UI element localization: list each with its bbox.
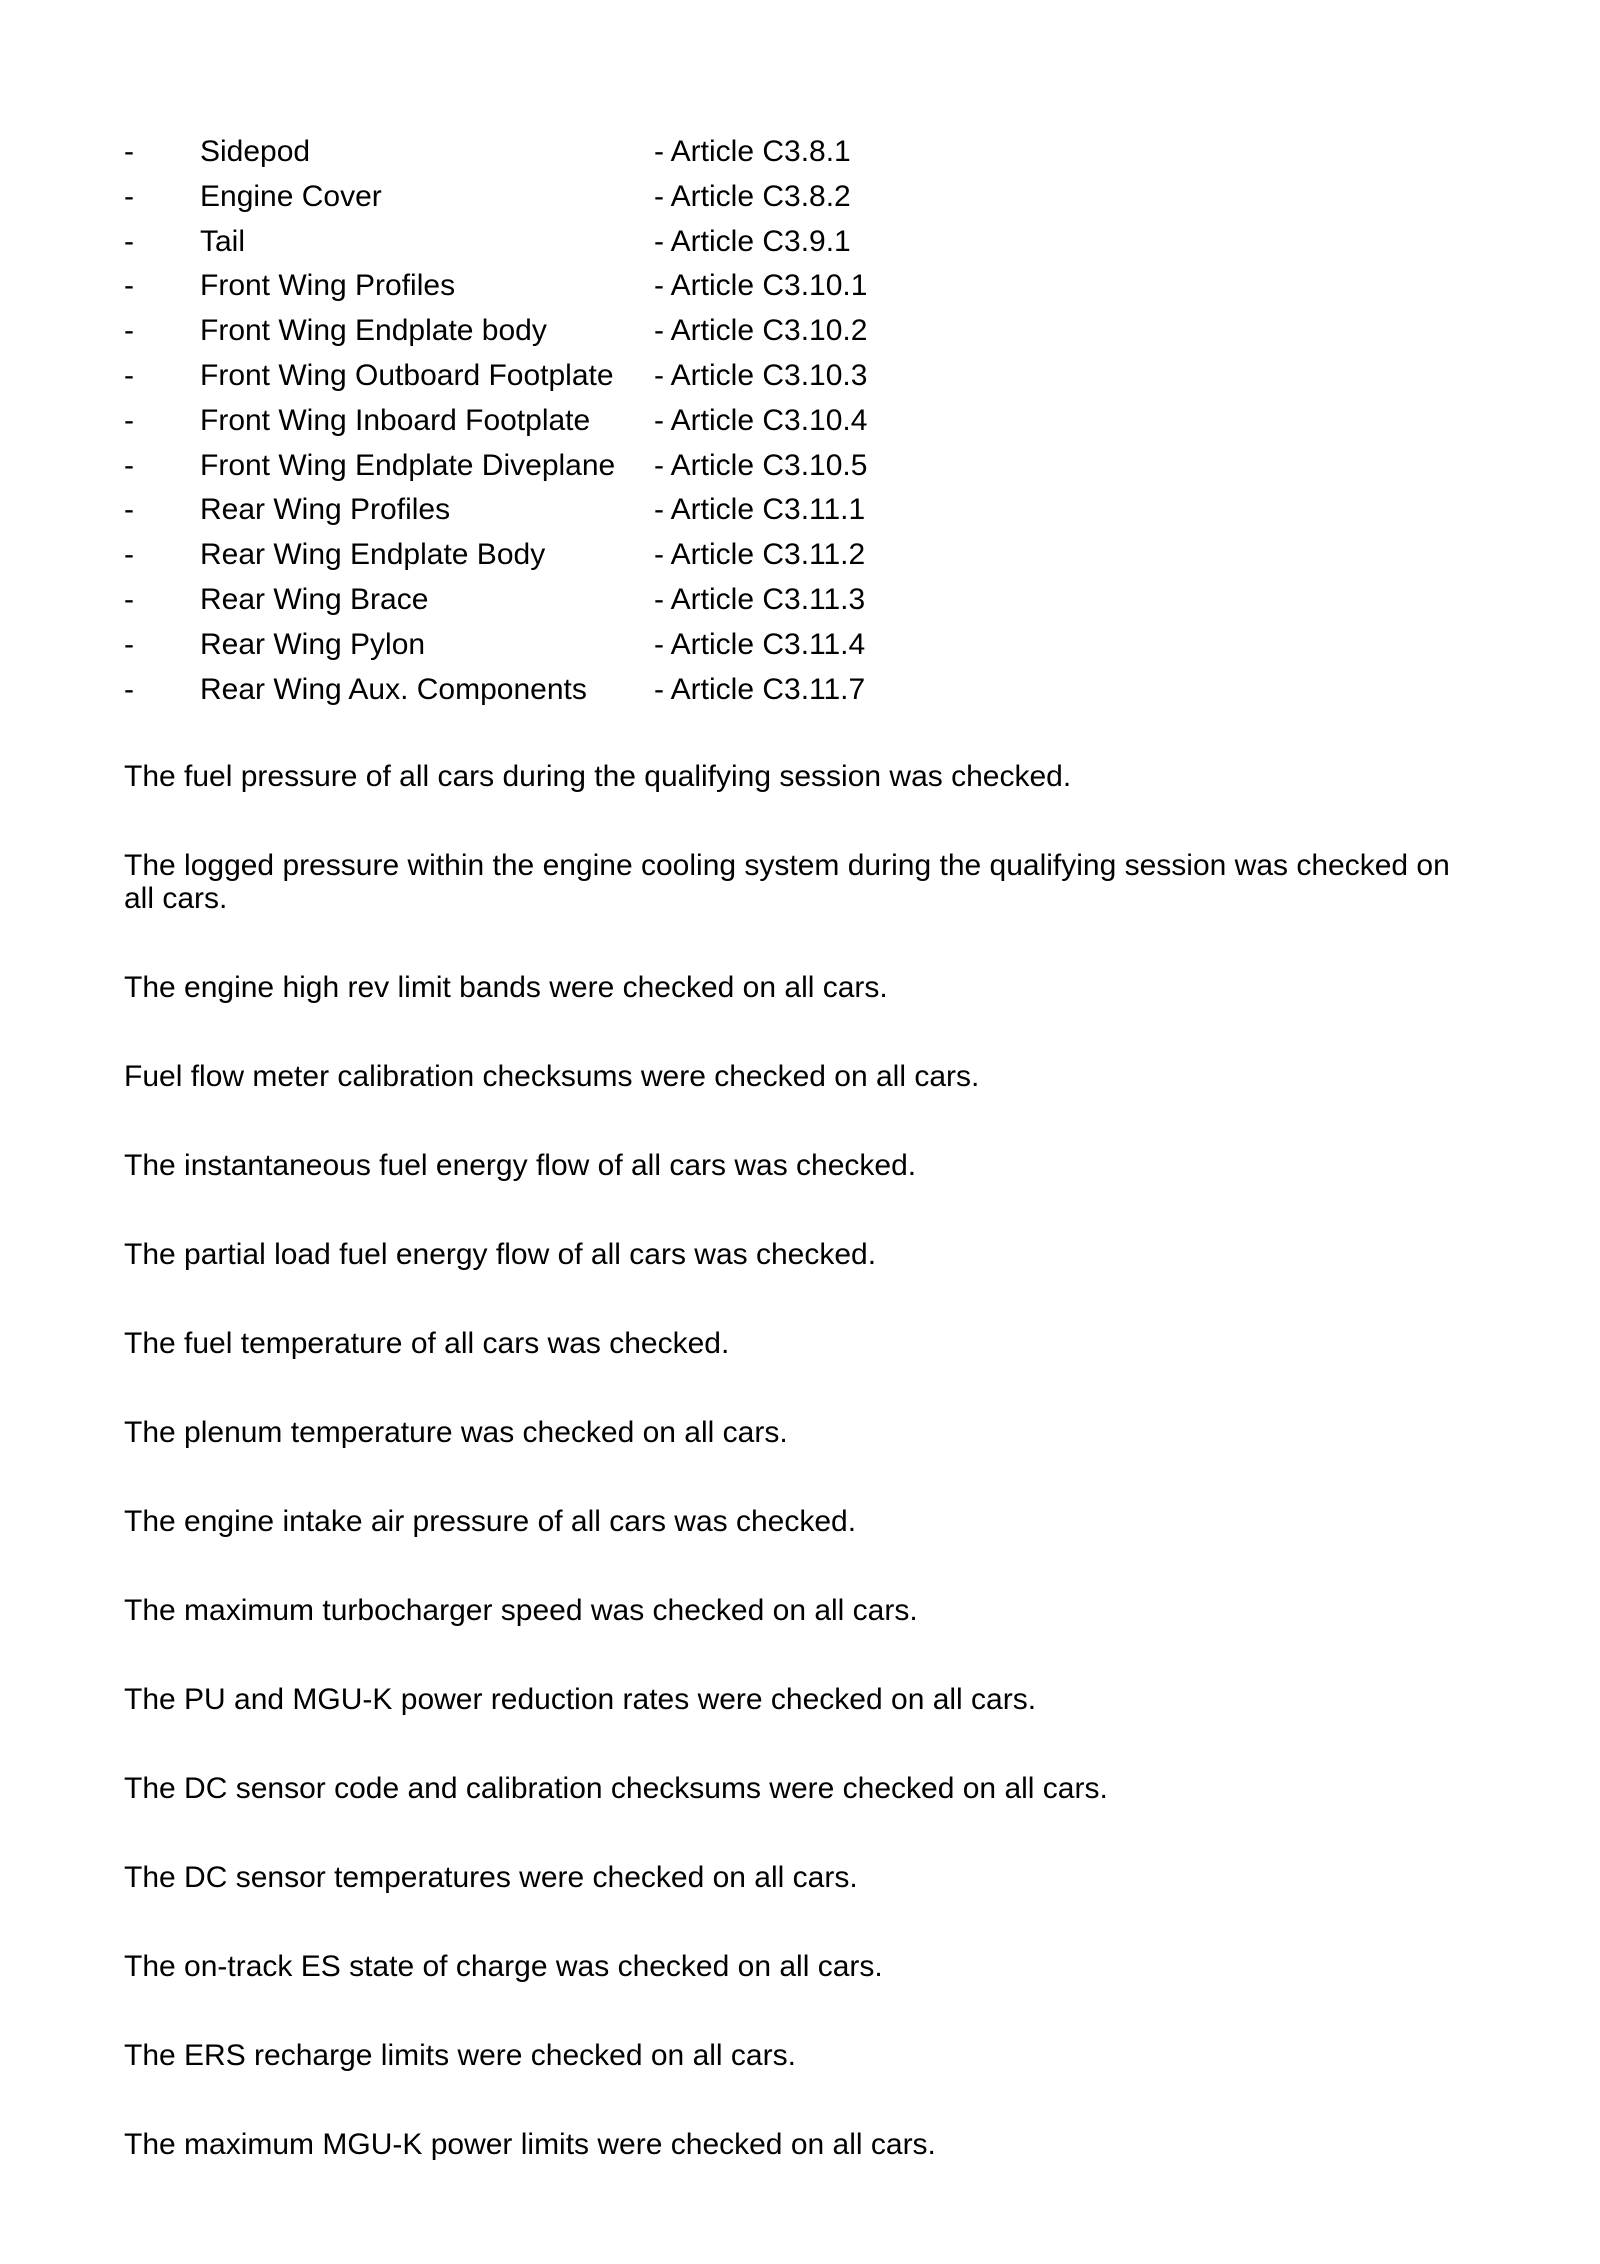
list-item (124, 224, 1124, 269)
list-item (124, 448, 1124, 493)
list-item (124, 627, 1124, 672)
component-name: Front Wing Endplate Diveplane (200, 448, 616, 482)
list-item (124, 134, 1124, 179)
component-name: Rear Wing Profiles (200, 493, 451, 527)
article-reference: - Article C3.10.5 (654, 448, 868, 482)
article-reference: - Article C3.9.1 (654, 224, 851, 258)
article-reference: - Article C3.11.4 (654, 627, 866, 661)
paragraph-rev-limit: The engine high rev limit bands were checked on all cars. (124, 971, 888, 1004)
paragraph-plenum-temperature: The plenum temperature was checked on all cars. (124, 1416, 788, 1449)
paragraph-fuel-pressure: The fuel pressure of all cars during the qualifying session was checked. (124, 760, 1072, 793)
component-name: Engine Cover (200, 179, 382, 213)
list-item (124, 179, 1124, 224)
paragraph-intake-pressure: The engine intake air pressure of all cars was checked. (124, 1505, 857, 1538)
article-reference: - Article C3.10.1 (654, 269, 868, 303)
component-name: Rear Wing Endplate Body (200, 538, 546, 572)
list-item (124, 313, 1124, 358)
list-item (124, 268, 1124, 313)
list-bullet: - (124, 538, 134, 572)
component-name: Front Wing Outboard Footplate (200, 358, 614, 392)
list-item (124, 537, 1124, 582)
article-reference: - Article C3.10.3 (654, 358, 868, 392)
list-item (124, 358, 1124, 403)
list-item (124, 672, 1124, 717)
component-name: Front Wing Profiles (200, 269, 456, 303)
paragraph-turbo-speed: The maximum turbocharger speed was checked on all cars. (124, 1594, 918, 1627)
paragraph-dc-sensor-checksums: The DC sensor code and calibration checksums were checked on all cars. (124, 1772, 1108, 1805)
component-name: Rear Wing Brace (200, 582, 429, 616)
paragraph-dc-sensor-temperatures: The DC sensor temperatures were checked on all cars. (124, 1861, 858, 1894)
paragraph-fuel-temperature: The fuel temperature of all cars was checked. (124, 1327, 730, 1360)
list-bullet: - (124, 582, 134, 616)
paragraph-cooling-pressure: The logged pressure within the engine cooling system during the qualifying session was checked on all cars. (124, 849, 1450, 915)
paragraph-instant-fuel-flow: The instantaneous fuel energy flow of all cars was checked. (124, 1149, 917, 1182)
list-bullet: - (124, 314, 134, 348)
paragraph-mguk-power: The maximum MGU-K power limits were checked on all cars. (124, 2128, 936, 2161)
component-name: Front Wing Endplate body (200, 314, 547, 348)
list-bullet: - (124, 403, 134, 437)
list-bullet: - (124, 269, 134, 303)
component-name: Rear Wing Pylon (200, 627, 426, 661)
check-statements (124, 760, 1484, 2217)
list-item (124, 492, 1124, 537)
component-name: Tail (200, 224, 246, 258)
list-bullet: - (124, 179, 134, 213)
article-reference: - Article C3.11.7 (654, 672, 866, 706)
list-bullet: - (124, 224, 134, 258)
article-reference: - Article C3.11.3 (654, 582, 866, 616)
paragraph-ers-recharge: The ERS recharge limits were checked on all cars. (124, 2039, 796, 2072)
list-item (124, 403, 1124, 448)
list-bullet: - (124, 135, 134, 168)
list-bullet: - (124, 448, 134, 482)
article-reference: - Article C3.11.1 (654, 493, 866, 527)
article-reference: - Article C3.10.2 (654, 314, 868, 348)
list-bullet: - (124, 627, 134, 661)
article-reference: - Article C3.8.1 (654, 135, 851, 168)
paragraph-partial-load-flow: The partial load fuel energy flow of all cars was checked. (124, 1238, 877, 1271)
component-name: Front Wing Inboard Footplate (200, 403, 591, 437)
article-reference: - Article C3.10.4 (654, 403, 868, 437)
component-name: Rear Wing Aux. Components (200, 672, 587, 706)
article-reference: - Article C3.8.2 (654, 179, 851, 213)
list-bullet: - (124, 672, 134, 706)
paragraph-state-of-charge: The on-track ES state of charge was checked on all cars. (124, 1950, 883, 1983)
component-article-list (124, 134, 1124, 716)
paragraph-fuel-flow-checksums: Fuel flow meter calibration checksums were checked on all cars. (124, 1060, 980, 1093)
list-item (124, 582, 1124, 627)
article-reference: - Article C3.11.2 (654, 538, 866, 572)
list-bullet: - (124, 493, 134, 527)
list-bullet: - (124, 358, 134, 392)
paragraph-power-reduction: The PU and MGU-K power reduction rates were checked on all cars. (124, 1683, 1037, 1716)
component-name: Sidepod (200, 135, 311, 168)
